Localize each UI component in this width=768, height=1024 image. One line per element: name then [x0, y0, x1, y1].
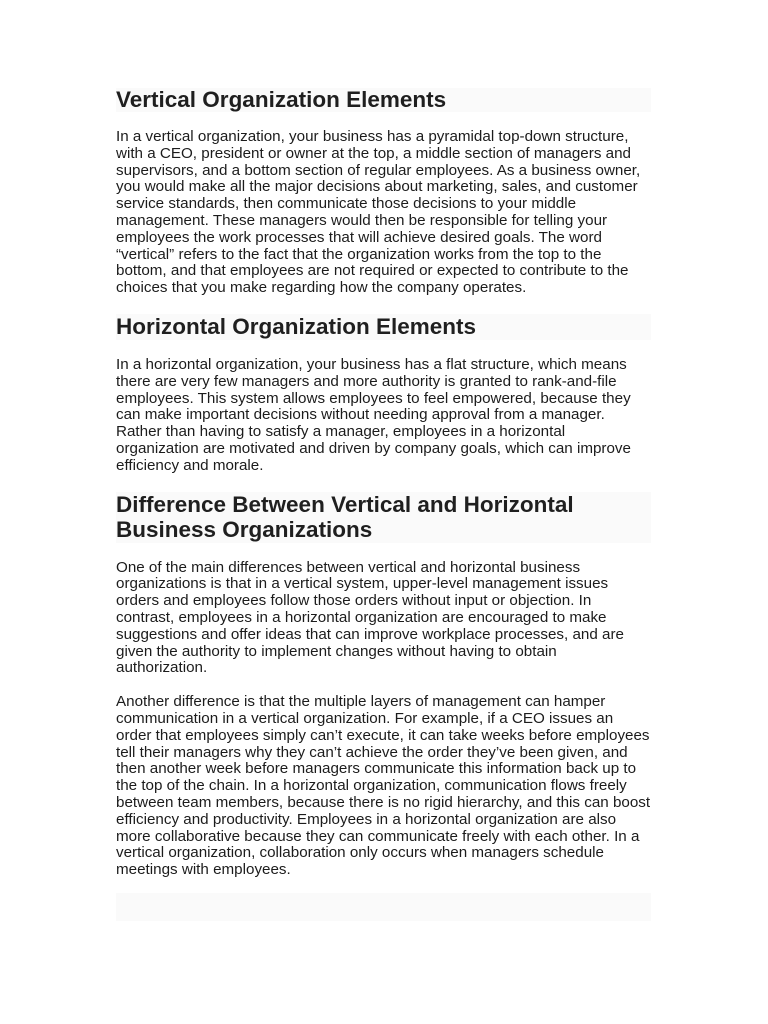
- section-heading-vertical: [116, 88, 651, 112]
- paragraph-difference-1: One of the main differences between vertical and horizontal business organizations is that in a vertical system, upper-level management issues orders and employees follow those orders without input or objection. In contrast, employees in a horizontal organization are encouraged to make suggestions and offer ideas that can improve workplace processes, and are given the authority to implement changes without having to obtain authorization.: [116, 558, 624, 677]
- section-heading-text: Vertical Organization Elements: [116, 87, 447, 112]
- section-heading-difference: [116, 492, 651, 543]
- paragraph-vertical: In a vertical organization, your business has a pyramidal top-down structure, with a CEO, president or owner at the top, a middle section of managers and supervisors, and a bottom section of regular employees. As a business owner, you would make all the major decisions about marketing, sales, and customer service standards, then communicate those decisions to your middle management. These managers would then be responsible for telling your employees the work processes that will achieve desired goals. The word “vertical” refers to the fact that the organization works from the top to the bottom, and that employees are not required or expected to contribute to the choices that you make regarding how the company operates.: [116, 128, 641, 297]
- empty-heading-block: [116, 893, 651, 921]
- section-heading-text: Horizontal Organization Elements: [116, 313, 477, 339]
- document-page: [116, 88, 651, 921]
- paragraph-horizontal: In a horizontal organization, your business has a flat structure, which means there are very few managers and more authority is granted to rank-and-file employees. This system allows employees to feel empowered, because they can make important decisions without needing approval from a manager. Rather than having to satisfy a manager, employees in a horizontal organization are motivated and driven by company goals, which can improve efficiency and morale.: [116, 355, 631, 474]
- paragraph-difference-2: Another difference is that the multiple layers of management can hamper communication in a vertical organization. For example, if a CEO issues an order that employees simply can’t execute, it can take weeks before employees tell their managers why they can’t achieve the order they’ve been given, and then another week before managers communicate this information back up to the top of the chain. In a horizontal organization, communication flows freely between team members, because there is no rigid hierarchy, and this can boost efficiency and productivity. Employees in a horizontal organization are also more collaborative because they can communicate freely with each other. In a vertical organization, collaboration only occurs when managers schedule meetings with employees.: [116, 693, 651, 879]
- section-heading-text: Difference Between Vertical and Horizontal Business Organizations: [116, 491, 574, 542]
- section-heading-horizontal: [116, 314, 651, 340]
